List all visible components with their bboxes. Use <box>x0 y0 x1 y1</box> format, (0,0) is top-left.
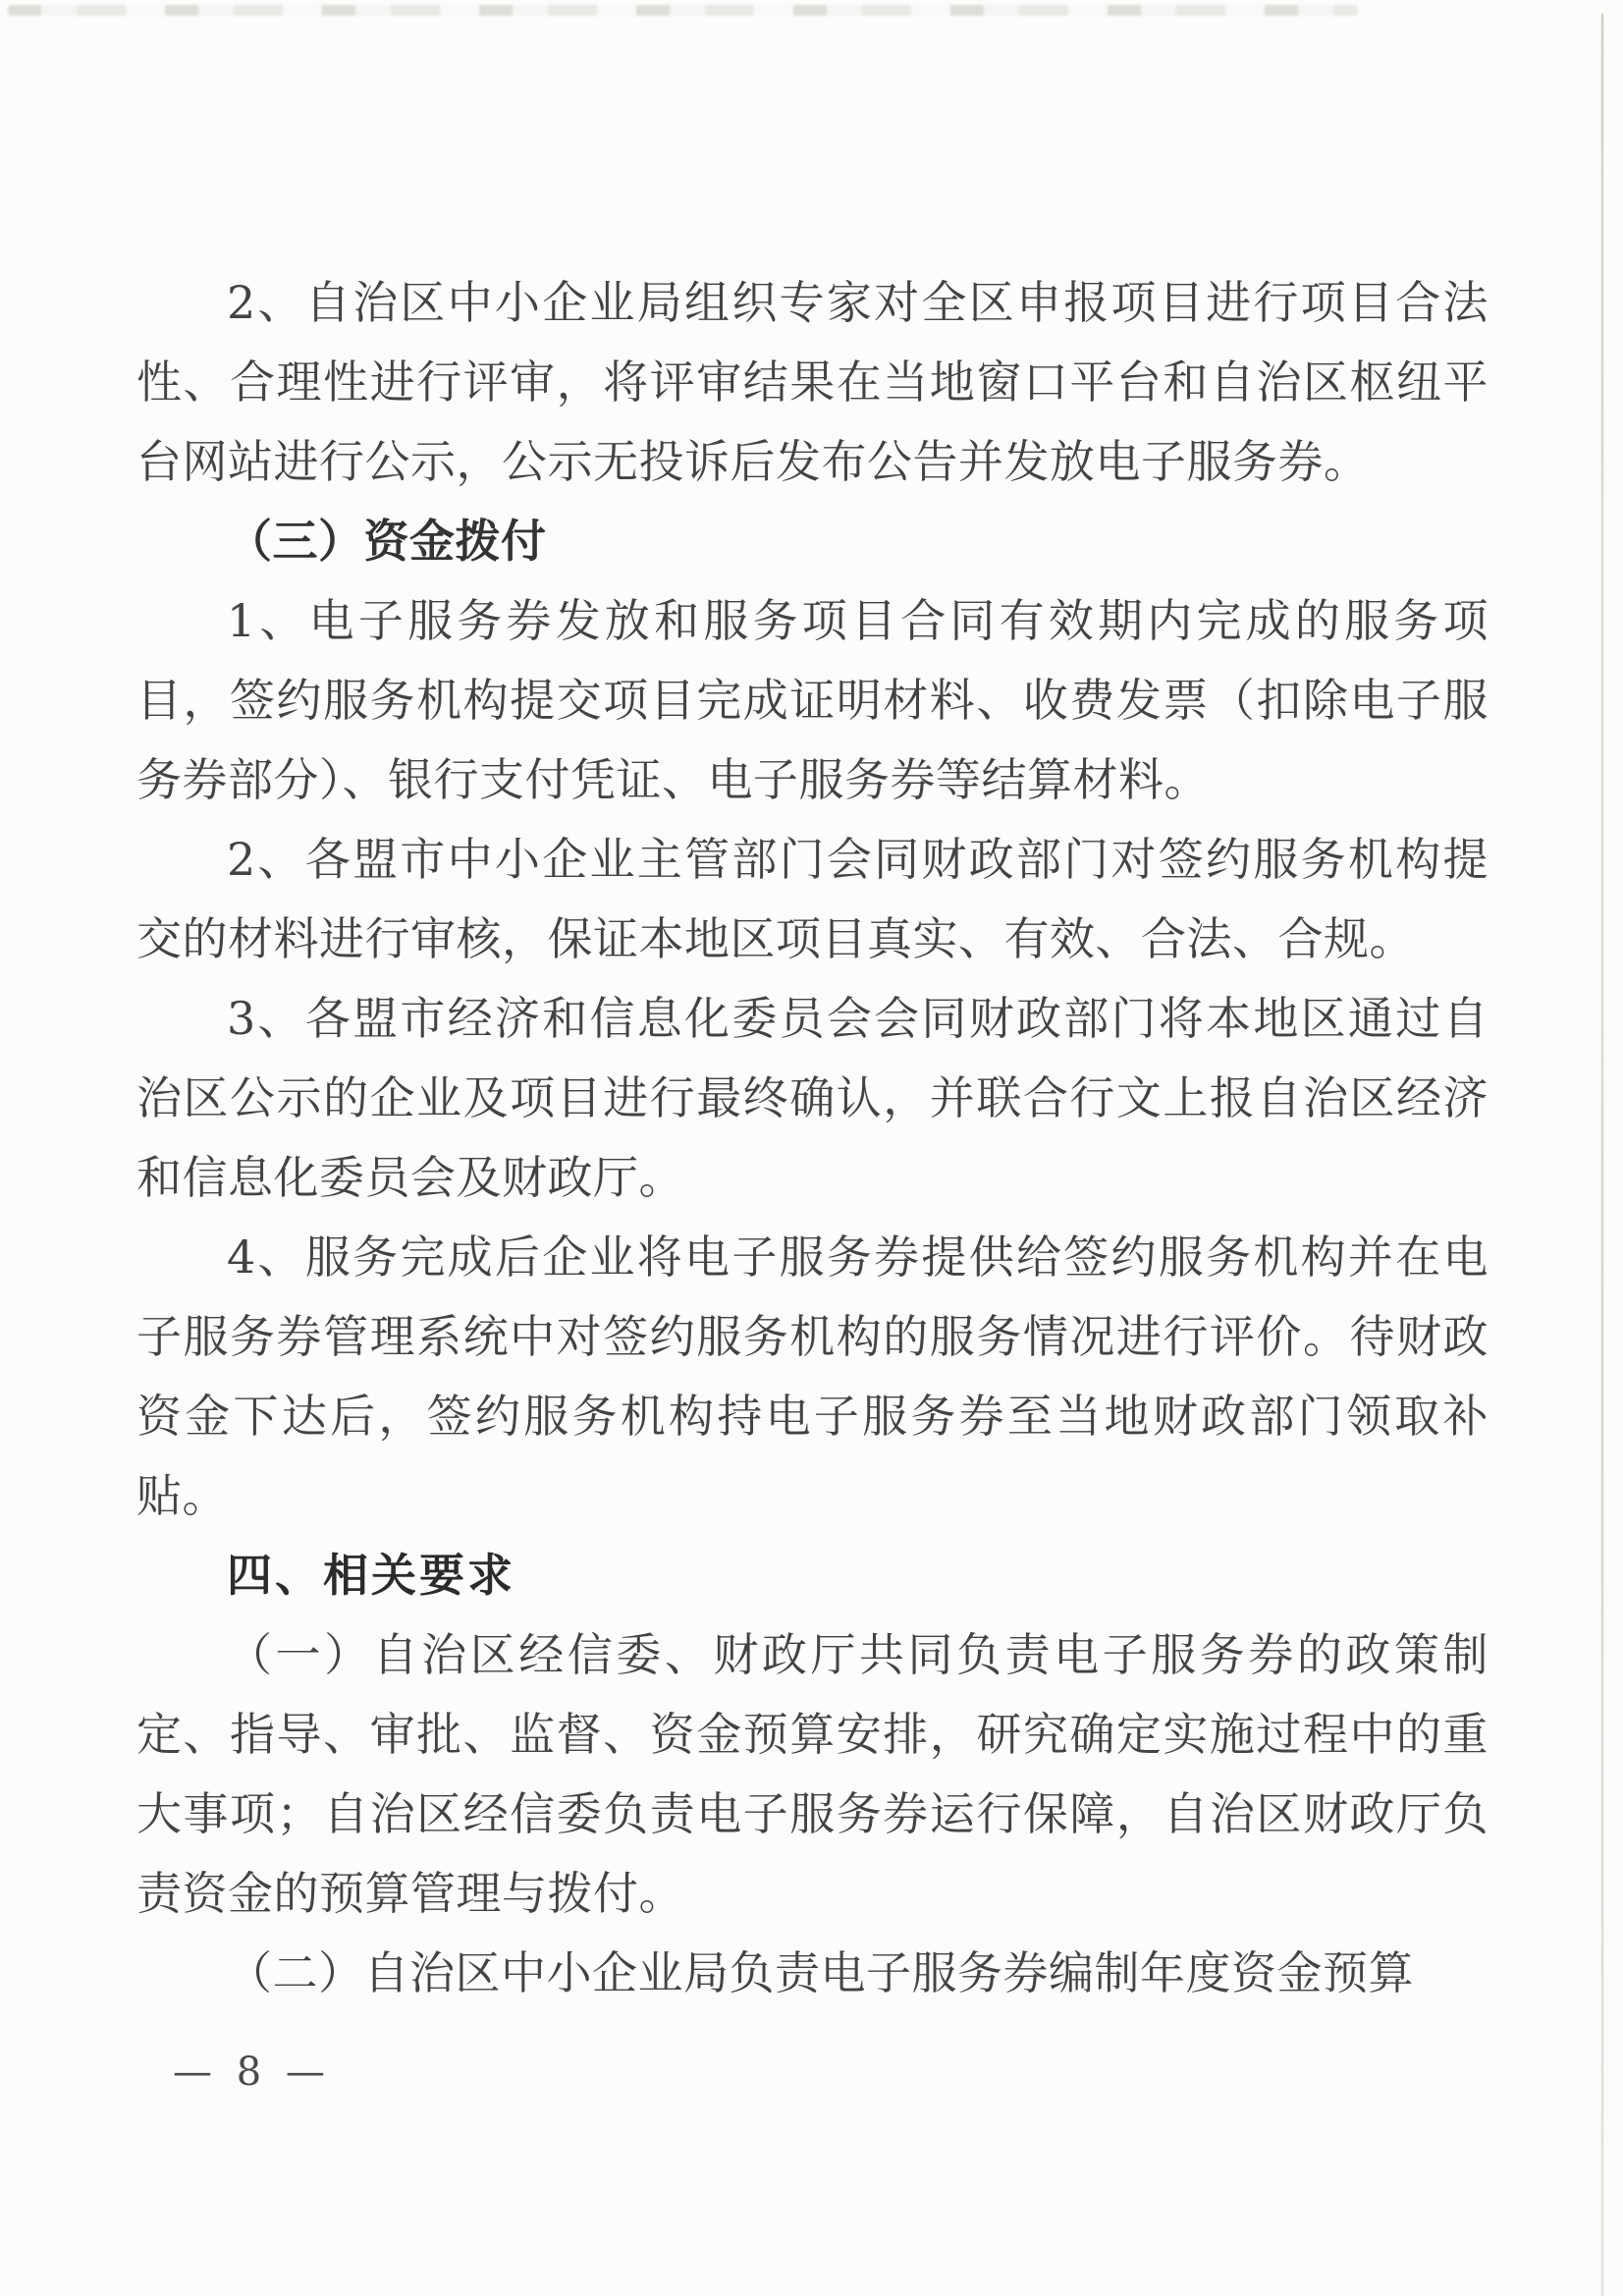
paragraph-review-process: 2、自治区中小企业局组织专家对全区申报项目进行项目合法性、合理性进行评审，将评审结果在当地窗口平台和自治区枢纽平台网站进行公示，公示无投诉后发布公告并发放电子服务券。 <box>136 276 1488 488</box>
paragraph-annual-budget: （二）自治区中小企业局负责电子服务券编制年度资金预算 <box>227 1946 1414 1999</box>
paragraph-final-confirmation: 3、各盟市经济和信息化委员会会同财政部门将本地区通过自治区公示的企业及项目进行最终确认，并联合行文上报自治区经济和信息化委员会及财政厅。 <box>136 992 1488 1204</box>
document-text-block <box>136 263 1488 2013</box>
scan-artifact-top-edge <box>8 5 1358 16</box>
paragraph-settlement-materials: 1、电子服务券发放和服务项目合同有效期内完成的服务项目，签约服务机构提交项目完成证明材料、收费发票（扣除电子服务券部分）、银行支付凭证、电子服务券等结算材料。 <box>136 594 1488 806</box>
section-heading-funds-allocation: （三）资金拨付 <box>227 515 547 568</box>
paragraph-league-city-audit: 2、各盟市中小企业主管部门会同财政部门对签约服务机构提交的材料进行审核，保证本地区项目真实、有效、合法、合规。 <box>136 833 1488 965</box>
paragraph-responsibility-division: （一）自治区经信委、财政厅共同负责电子服务券的政策制定、指导、审批、监督、资金预算安排，研究确定实施过程中的重大事项；自治区经信委负责电子服务券运行保障，自治区财政厅负责资金的预算管理与拨付。 <box>136 1628 1488 1920</box>
scan-artifact-right-fold-line <box>1601 14 1603 2296</box>
page-number: — 8 — <box>173 2050 331 2095</box>
paragraph-service-evaluation-subsidy: 4、服务完成后企业将电子服务券提供给签约服务机构并在电子服务券管理系统中对签约服务机构的服务情况进行评价。待财政资金下达后，签约服务机构持电子服务券至当地财政部门领取补贴。 <box>136 1230 1488 1522</box>
section-heading-related-requirements: 四、相关要求 <box>227 1549 515 1602</box>
